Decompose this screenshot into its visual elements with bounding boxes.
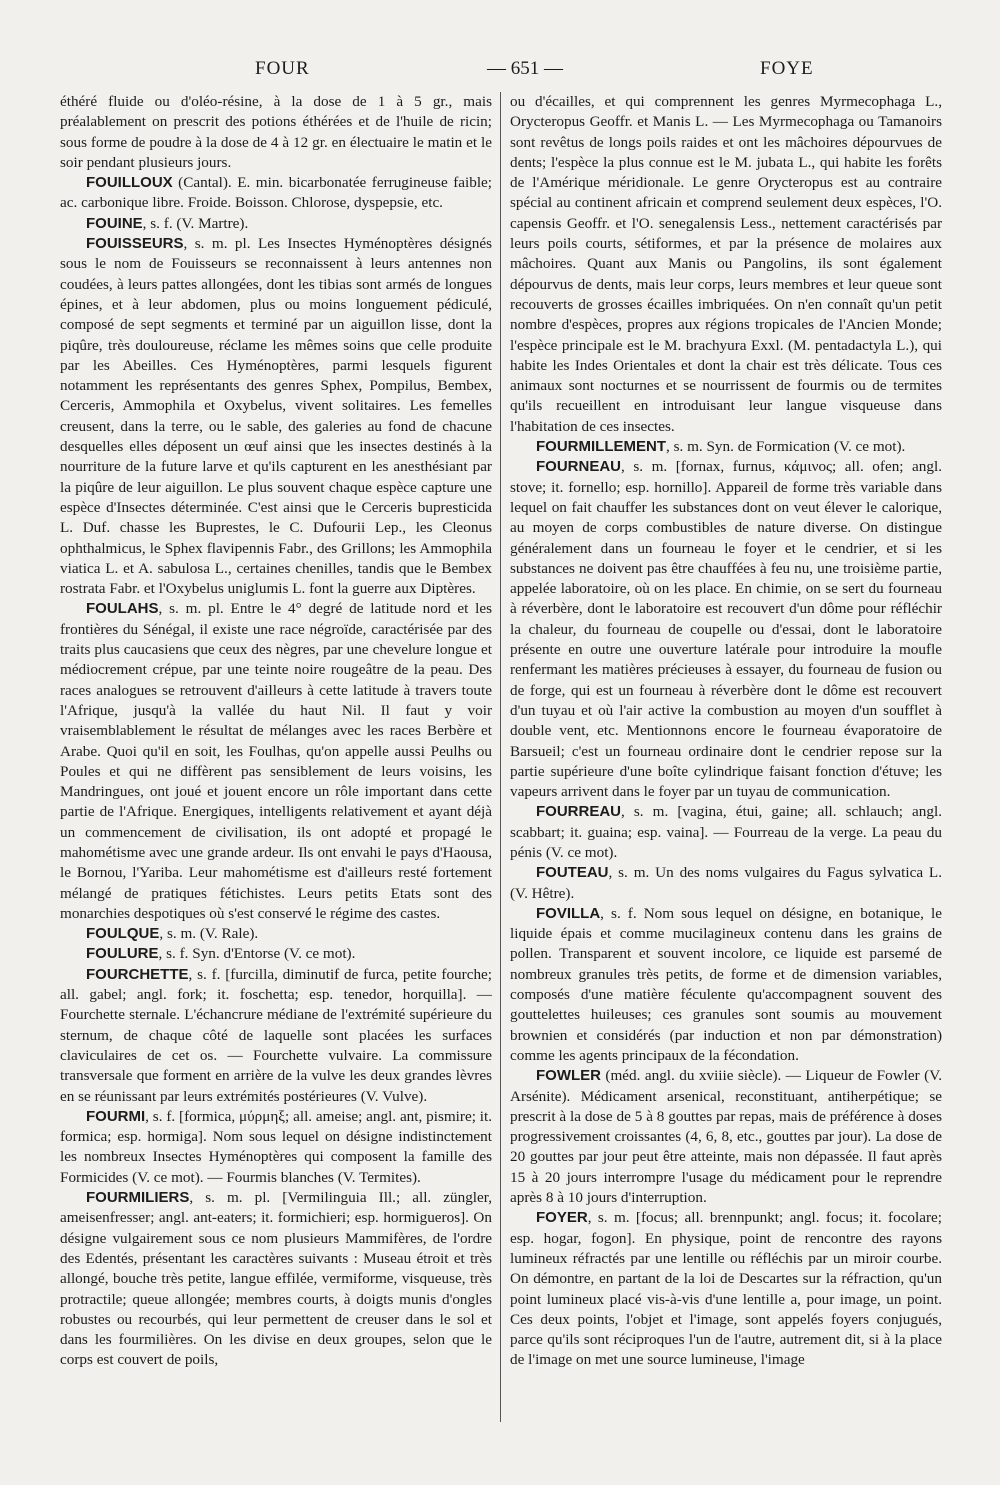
header-right-word: FOYE	[760, 58, 814, 79]
headword: FOURMI	[86, 1107, 146, 1125]
entry-text: , s. f. Nom sous lequel on désigne, en botanique, le liquide épais et comme mucilagineux contenu dans les grains de pollen. Transparent et souvent incolore, ce liquide est parsemé de nombreux granules très petits, de forme et de dimension variables, composés d'une matière féculente qu'accompagnent souvent des gouttelettes huileuses; ces granules sont soumis au mouvement brownien et considérés (par induction et non par démonstration) comme les agents principaux de la fécondation.	[510, 904, 942, 1064]
headword: FOYER	[536, 1209, 588, 1227]
headword: FOUISSEURS	[86, 235, 184, 253]
header-left-word: FOUR	[255, 58, 310, 79]
entry-fourreau	[510, 802, 942, 863]
headword: FOWLER	[536, 1067, 601, 1085]
entry-foulque	[60, 924, 492, 944]
headword: FOUILLOUX	[86, 174, 173, 192]
entry-fouteau	[510, 863, 942, 904]
headword: FOURREAU	[536, 803, 621, 821]
headword: FOURCHETTE	[86, 965, 189, 983]
entry-text: (méd. angl. du xviiie siècle). — Liqueur de Fowler (V. Arsénite). Médicament arsenical, reconstituant, antiherpétique; se prescrit à la dose de 5 à 8 gouttes par repas, mais de préférence à doses progressivement croissantes (4, 6, 8, etc., gouttes par jour). La dose de 20 gouttes par jour peut être atteinte, mais non dépassée. Il faut après 15 à 20 jours interrompre l'usage du médicament pour le reprendre après 8 à 10 jours d'interruption.	[510, 1067, 942, 1207]
entry-fouisseurs	[60, 234, 492, 599]
entry-text: , s. m. [focus; all. brennpunkt; angl. focus; it. focolare; esp. hogar, fogon]. En physique, point de rencontre des rayons lumineux réfractés par une lentille ou réfléchis par un miroir courbe. On démontre, en partant de la loi de Descartes sur la réfraction, qu'un point lumineux placé vis-à-vis d'une lentille a, pour image, un point. Ces deux points, l'objet et l'image, sont appelés foyers conjugués, parce qu'ils sont réciproques l'un de l'autre, autrement dit, si à la place de l'image on met une source lumineuse, l'image	[510, 1209, 942, 1369]
entry-text: , s. m. Un des noms vulgaires du Fagus sylvatica L. (V. Hêtre).	[510, 864, 942, 902]
left-column	[60, 92, 492, 1422]
entry-text: , s. f. [formica, μύρμηξ; all. ameise; angl. ant, pismire; it. formica; esp. hormiga]. Nom sous lequel on désigne indistinctement les nombreux Insectes Hyménoptères qui composent la famille des Formicides (V. ce mot). — Fourmis blanches (V. Termites).	[60, 1107, 492, 1186]
entry-fourmiliers	[60, 1188, 492, 1371]
right-column	[510, 92, 942, 1422]
entry-fouilloux	[60, 173, 492, 214]
entry-text: (Cantal). E. min. bicarbonatée ferrugineuse faible; ac. carbonique libre. Froide. Boisson. Chlorose, dyspepsie, etc.	[60, 174, 492, 212]
entry-text: , s. m. pl. Les Insectes Hyménoptères désignés sous le nom de Fouisseurs se reconnaissent à leurs antennes non coudées, à leurs pattes allongées, dont les tibias sont armés de longues épines, et à leur abdomen, plus ou moins longuement pédiculé, composé de sept segments et terminé par un aiguillon lisse, dont la piqûre, très douloureuse, réclame les mêmes soins que celle produite par les Abeilles. Ces Hyménoptères, parmi lesquels figurent notamment les représentants des genres Sphex, Pompilus, Bembex, Cerceris, Ammophila et Oxybelus, vivent solitaires. Les femelles creusent, dans la terre, ou le sable, des galeries au fond de chacune desquelles elles déposent un œuf ainsi que les insectes destinés à la nourriture de la future larve et qu'ils capturent en les anesthésiant par la piqûre de leur aiguillon. Le plus souvent chaque espèce capture une espèce d'Insectes déterminée. C'est ainsi que le Cerceris bupresticida L. Duf. chasse les Buprestes, le C. Dufourii Lep., les Cleonus ophthalmicus, le Sphex flavipennis Fabr., des Grillons; les Ammophila viatica L. et A. sabulosa L., certaines chenilles, tandis que le Bembex rostrata Fabr. et l'Oxybelus uniglumis L. font la guerre aux Diptères.	[60, 235, 492, 598]
entry-fouine	[60, 214, 492, 234]
column-divider	[500, 92, 501, 1422]
headword: FOULAHS	[86, 600, 159, 618]
entry-text: , s. f. Syn. d'Entorse (V. ce mot).	[158, 945, 356, 963]
entry-text: ou d'écailles, et qui comprennent les genres Myrmecophaga L., Orycteropus Geoffr. et Manis L. — Les Myrmecophaga ou Tamanoirs sont revêtus de longs poils raides et ont les mâchoires dépourvues de dents; l'espèce la plus connue est le M. jubata L., qui habite les forêts de l'Amérique méridionale. Le genre Orycteropus est au contraire spécial au continent africain et comprend seulement deux espèces, l'O. capensis Geoffr. et l'O. senegalensis Less., nettement caractérisés par leurs poils courts, sétiformes, et par la présence de molaires aux mâchoires. Quant aux Manis ou Pangolins, ils sont également dépourvus de dents, mais leur corps, leurs membres et leur queue sont recouverts de grosses écailles imbriquées. On n'en connaît qu'un petit nombre d'espèces, propres aux régions tropicales de l'Ancien Monde; l'espèce principale est le M. brachyura Exxl. (M. pentadactyla L.), qui habite les Indes Orientales et dont la chair est très délicate. Tous ces animaux sont nocturnes et se nourrissent de fourmis ou de termites qu'ils recueillent en introduisant leur langue visqueuse dans l'habitation de ces insectes.	[510, 93, 942, 435]
entry-foulure	[60, 944, 492, 964]
entry-text: , s. m. [fornax, furnus, κάμινος; all. ofen; angl. stove; it. fornello; esp. hornillo]. Appareil de forme très variable dans lequel on fait chauffer les substances dont on veut élever le calorique, au moyen de corps combustibles de nature diverse. On distingue généralement dans un fourneau le foyer et le cendrier, et si les substances ne doivent pas être chauffées à feu nu, une troisième partie, appelée laboratoire, où on les place. En chimie, on se sert du fourneau à réverbère, dont le laboratoire est recouvert d'un dôme pour réfléchir la chaleur, du fourneau de coupelle ou d'essai, dont le laboratoire présente en outre une ouverture latérale pour introduire la moufle renfermant les matières précieuses à essayer, du fourneau de fusion ou de forge, qui est un fourneau à réverbère dont le dôme est recouvert d'un tuyau et où l'air active la combustion au moyen d'un soufflet à double vent, etc. Mentionnons encore le fourneau évaporatoire de Barsueil; c'est un fourneau ordinaire dont le cendrier repose sur la partie supérieure d'une boîte cylindrique faisant fonction d'étuve; les vapeurs arrivent dans le foyer par un tuyau de communication.	[510, 458, 942, 801]
entry-fourneau	[510, 457, 942, 802]
entry-text: , s. m. pl. Entre le 4° degré de latitude nord et les frontières du Sénégal, il existe une race négroïde, caractérisée par des traits plus caucasiens que ceux des nègres, par une chevelure longue et médiocrement crépue, par une teinte noire rougeâtre de la peau. Des races analogues se retrouvent d'ailleurs à cette latitude à travers toute l'Afrique, jusqu'à la vallée du haut Nil. Il faut y voir vraisemblablement le résultat de mélanges avec les races Berbère et Arabe. Quoi qu'il en soit, les Foulhas, qu'on appelle aussi Peulhs ou Poules et qui ne diffèrent pas sensiblement de leurs voisins, les Mandringues, ont joué et jouent encore un rôle important dans cette partie de l'Afrique. Energiques, intelligents relativement et ayant déjà un commencement de civilisation, ils ont adopté et propagé le mahométisme avec une grande ardeur. Ils ont envahi le pays d'Haousa, le Bornou, l'Yariba. Leur mahométisme est d'ailleurs resté fortement mélangé de pratiques fétichistes. Leurs petits Etats sont des monarchies despotiques où s'est conservé le régime des castes.	[60, 600, 492, 922]
entry-fovilla	[510, 904, 942, 1066]
entry-text: , s. m. pl. [Vermilinguia Ill.; all. züngler, ameisenfresser; angl. ant-eaters; it. formichieri; esp. hormigueros]. On désigne vulgairement sous ce nom plusieurs Mammifères, de l'ordre des Edentés, présentant les caractères suivants : Museau étroit et très allongé, bouche très petite, langue effilée, vermiforme, visqueuse, très protractile; queue allongée; membres courts, à doigts munis d'ongles robustes ou recourbés, qui leur permettent de creuser dans le sol et dans les fourmilières. On les divise en deux groupes, selon que le corps est couvert de poils,	[60, 1189, 492, 1369]
headword: FOVILLA	[536, 904, 601, 922]
entry-text: , s. m. [vagina, étui, gaine; all. schlauch; angl. scabbart; it. guaina; esp. vaina]. — Fourreau de la verge. La peau du pénis (V. ce mot).	[510, 803, 942, 861]
entry-text: éthéré fluide ou d'oléo-résine, à la dose de 1 à 5 gr., mais préalablement on prescrit des potions éthérées et de l'huile de ricin; sous forme de poudre à la dose de 4 à 12 gr. en électuaire le matin et le soir pendant plusieurs jours.	[60, 93, 492, 171]
entry-continuation	[510, 92, 942, 437]
headword: FOULURE	[86, 945, 159, 963]
entry-text: , s. m. (V. Rale).	[159, 925, 259, 943]
entry-text: , s. f. [furcilla, diminutif de furca, petite fourche; all. gabel; angl. fork; it. foschetta; esp. tenedor, horquilla]. — Fourchette sternale. L'échancrure médiane de l'extrémité supérieure du sternum, de chaque côté de laquelle sont placées les surfaces claviculaires de cet os. — Fourchette vulvaire. La commissure transversale que forment en arrière de la vulve les deux grandes lèvres en se réunissant par leurs extrémités postérieures (V. Vulve).	[60, 965, 492, 1105]
headword: FOURMILIERS	[86, 1189, 190, 1207]
entry-text: , s. m. Syn. de Formication (V. ce mot).	[665, 438, 906, 456]
headword: FOURMILLEMENT	[536, 438, 666, 456]
headword: FOULQUE	[86, 925, 160, 943]
headword: FOUTEAU	[536, 864, 609, 882]
entry-fourmi	[60, 1107, 492, 1188]
running-header	[60, 58, 940, 88]
entry-text: , s. f. (V. Martre).	[142, 214, 249, 232]
entry-fowler	[510, 1066, 942, 1208]
entry-fourchette	[60, 965, 492, 1107]
entry-foulahs	[60, 599, 492, 924]
headword: FOURNEAU	[536, 458, 621, 476]
entry-foyer	[510, 1208, 942, 1370]
headword: FOUINE	[86, 214, 143, 232]
entry-continuation	[60, 92, 492, 173]
entry-fourmillement	[510, 437, 942, 457]
page-number: — 651 —	[487, 58, 563, 79]
